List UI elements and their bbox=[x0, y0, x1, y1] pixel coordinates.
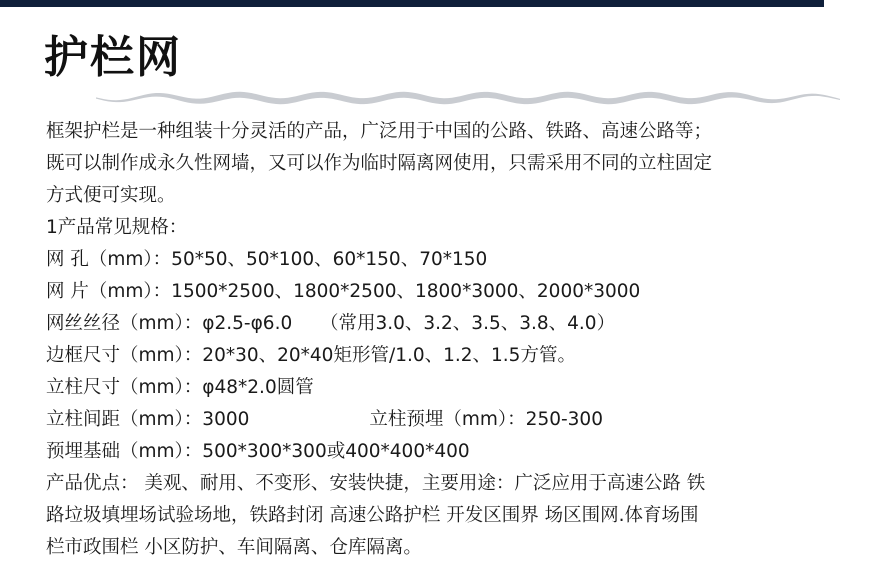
specs-heading: 1产品常见规格： bbox=[46, 217, 188, 238]
intro-line: 框架护栏是一种组装十分灵活的产品，广泛用于中国的公路、铁路、高速公路等； bbox=[46, 121, 713, 142]
page-title: 护栏网 bbox=[44, 32, 182, 83]
usage-line: 路垃圾填埋场试验场地，铁路封闭 高速公路护栏 开发区围界 场区围网.体育场围 bbox=[46, 505, 699, 526]
wave-divider bbox=[96, 90, 840, 106]
spec-wire-diameter: 网丝丝径（mm）：φ2.5-φ6.0 （常用3.0、3.2、3.5、3.8、4.0） bbox=[46, 313, 616, 334]
intro-line: 方式便可实现。 bbox=[46, 185, 176, 206]
usage-line: 产品优点： 美观、耐用、不变形、安装快捷，主要用途：广泛应用于高速公路 铁 bbox=[46, 473, 706, 494]
spec-mesh-panel: 网 片（mm）：1500*2500、1800*2500、1800*3000、2000*3000 bbox=[46, 281, 641, 302]
spec-post-spacing: 立柱间距（mm）：3000 bbox=[46, 409, 250, 430]
spec-post-embed: 立柱预埋（mm）：250-300 bbox=[369, 409, 603, 430]
spec-frame-size: 边框尺寸（mm）：20*30、20*40矩形管/1.0、1.2、1.5方管。 bbox=[46, 345, 576, 366]
top-accent-bar bbox=[0, 0, 824, 7]
article-body bbox=[46, 116, 846, 564]
spec-mesh-hole: 网 孔（mm）：50*50、50*100、60*150、70*150 bbox=[46, 249, 488, 270]
spec-embed-foundation: 预埋基础（mm）：500*300*300或400*400*400 bbox=[46, 441, 470, 462]
spec-post-size: 立柱尺寸（mm）：φ48*2.0圆管 bbox=[46, 377, 314, 398]
usage-line: 栏市政围栏 小区防护、车间隔离、仓库隔离。 bbox=[46, 537, 422, 558]
spec-post-row bbox=[46, 404, 846, 436]
intro-line: 既可以制作成永久性网墙，又可以作为临时隔离网使用，只需采用不同的立柱固定 bbox=[46, 153, 713, 174]
